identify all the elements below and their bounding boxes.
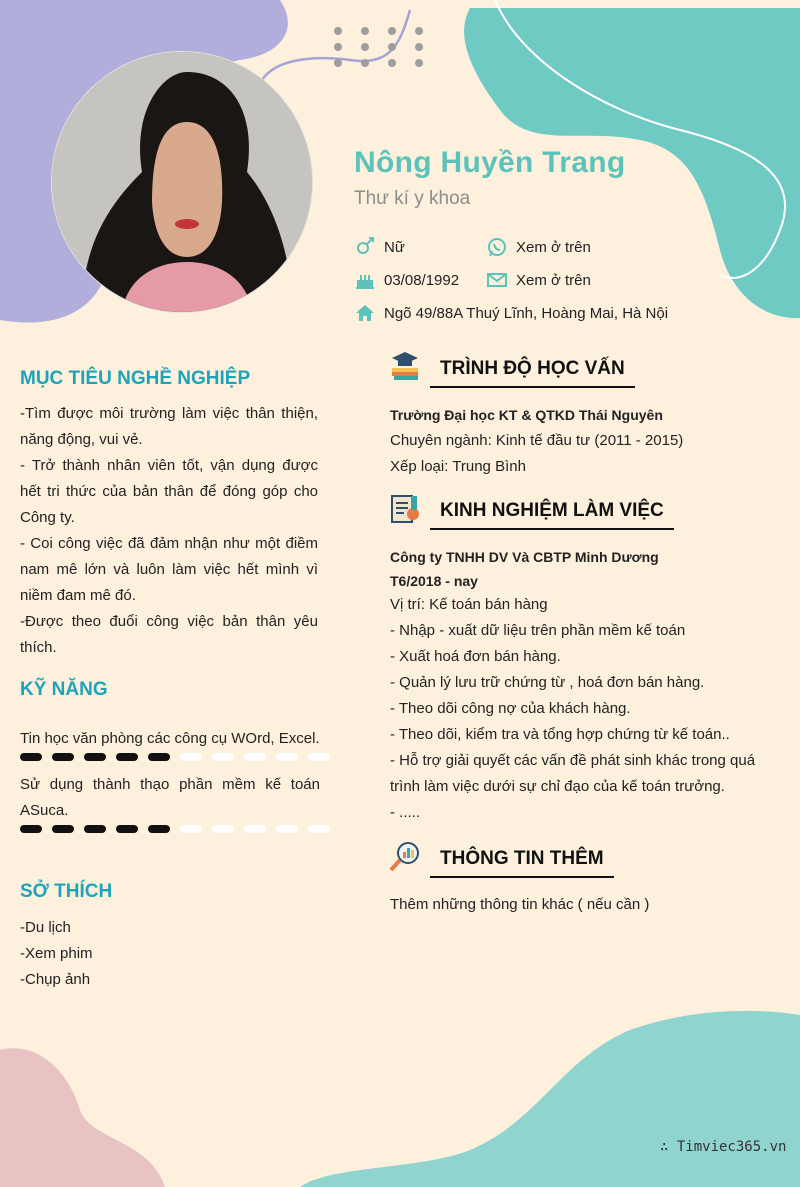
experience-line: - Nhập - xuất dữ liệu trên phần mềm kế toán: [390, 622, 686, 639]
additional-text: Thêm những thông tin khác ( nếu cần ): [390, 896, 650, 913]
portrait-image: [52, 52, 312, 312]
education-grade: Xếp loại: Trung Bình: [390, 458, 526, 475]
profile-photo: [52, 52, 312, 312]
envelope-icon: [486, 269, 508, 291]
rating-dot-empty: [276, 825, 298, 833]
graduation-books-icon: [388, 350, 422, 384]
work-clipboard-icon: [388, 492, 422, 526]
hobbies-heading: SỞ THÍCH: [20, 881, 113, 902]
rating-dot-filled: [20, 753, 42, 761]
objective-line: - Coi công việc đã đảm nhận như một điềm nam mê lớn và luôn làm việc hết mình vì niềm đam mê đó.: [20, 535, 318, 604]
email-row: [486, 269, 591, 291]
gender-row: [354, 236, 405, 258]
phone-value: Xem ở trên: [516, 238, 591, 256]
birthday-row: [354, 269, 459, 291]
address-value: Ngõ 49/88A Thuý Lĩnh, Hoàng Mai, Hà Nội: [384, 304, 669, 322]
gender-value: Nữ: [384, 238, 405, 256]
rating-dot-filled: [84, 825, 106, 833]
objective-line: -Được theo đuổi công việc bản thân yêu thích.: [20, 613, 318, 656]
email-value: Xem ở trên: [516, 271, 591, 289]
rating-dot-empty: [212, 753, 234, 761]
rating-dot-filled: [148, 753, 170, 761]
rating-dot-filled: [116, 825, 138, 833]
rating-dot-empty: [212, 825, 234, 833]
experience-line: - Xuất hoá đơn bán hàng.: [390, 648, 561, 665]
rating-dot-empty: [276, 753, 298, 761]
rating-dot-filled: [20, 825, 42, 833]
experience-heading: KINH NGHIỆM LÀM VIỆC: [430, 500, 674, 530]
skill-label: Tin học văn phòng các công cụ WOrd, Excel.: [20, 730, 320, 747]
skills-heading: KỸ NĂNG: [20, 679, 108, 700]
candidate-name: Nông Huyền Trang: [354, 146, 626, 179]
hobby-item: -Xem phim: [20, 945, 93, 962]
rating-dot-filled: [52, 753, 74, 761]
hobby-item: -Du lịch: [20, 919, 71, 936]
phone-row: [486, 236, 591, 258]
rating-dot-empty: [244, 753, 266, 761]
work-period: T6/2018 - nay: [390, 573, 478, 589]
hobbies-list: [20, 915, 93, 993]
experience-line: - .....: [390, 804, 420, 821]
gender-icon: [354, 236, 376, 258]
experience-details: [390, 544, 770, 826]
company-name: Công ty TNHH DV Và CBTP Minh Dương: [390, 549, 659, 565]
rating-dot-empty: [244, 825, 266, 833]
birthday-value: 03/08/1992: [384, 271, 460, 289]
rating-dot-filled: [84, 753, 106, 761]
education-details: [390, 402, 770, 480]
additional-heading: THÔNG TIN THÊM: [430, 848, 614, 878]
address-row: [354, 302, 668, 324]
skill-rating: [20, 825, 330, 833]
experience-line: - Theo dõi công nợ của khách hàng.: [390, 700, 631, 717]
rating-dot-empty: [180, 753, 202, 761]
rating-dot-empty: [308, 753, 330, 761]
rating-dot-empty: [308, 825, 330, 833]
hobby-item: -Chụp ảnh: [20, 971, 91, 988]
education-heading: TRÌNH ĐỘ HỌC VẤN: [430, 358, 635, 388]
birthday-cake-icon: [354, 269, 376, 291]
footer-watermark: ∴ Timviec365.vn: [660, 1139, 787, 1155]
rating-dot-filled: [116, 753, 138, 761]
experience-line: - Hỗ trợ giải quyết các vấn đề phát sinh khác trong quá trình làm việc dưới sự chỉ đạo của kế toán trưởng.: [390, 752, 756, 795]
magnifier-chart-icon: [388, 840, 422, 874]
job-title: Thư kí y khoa: [354, 188, 471, 209]
experience-line: - Theo dõi, kiểm tra và tổng hợp chứng từ kế toán..: [390, 726, 730, 743]
home-icon: [354, 302, 376, 324]
objective-heading: MỤC TIÊU NGHỀ NGHIỆP: [20, 368, 251, 389]
objective-line: -Tìm được môi trường làm việc thân thiện, năng động, vui vẻ.: [20, 405, 318, 448]
whatsapp-icon: [486, 236, 508, 258]
rating-dot-empty: [180, 825, 202, 833]
objective-line: - Trở thành nhân viên tốt, vận dụng được hết tri thức của bản thân để đóng góp cho Công ty.: [20, 457, 318, 526]
skill-rating: [20, 753, 330, 761]
rating-dot-filled: [148, 825, 170, 833]
skill-label: Sử dụng thành thạo phần mềm kế toán ASuca.: [20, 776, 320, 819]
rating-dot-filled: [52, 825, 74, 833]
objective-text: [20, 401, 318, 661]
experience-line: Vị trí: Kế toán bán hàng: [390, 596, 548, 613]
school-name: Trường Đại học KT & QTKD Thái Nguyên: [390, 407, 663, 423]
education-major: Chuyên ngành: Kinh tế đầu tư (2011 - 2015): [390, 432, 684, 449]
experience-line: - Quản lý lưu trữ chứng từ , hoá đơn bán hàng.: [390, 674, 705, 691]
